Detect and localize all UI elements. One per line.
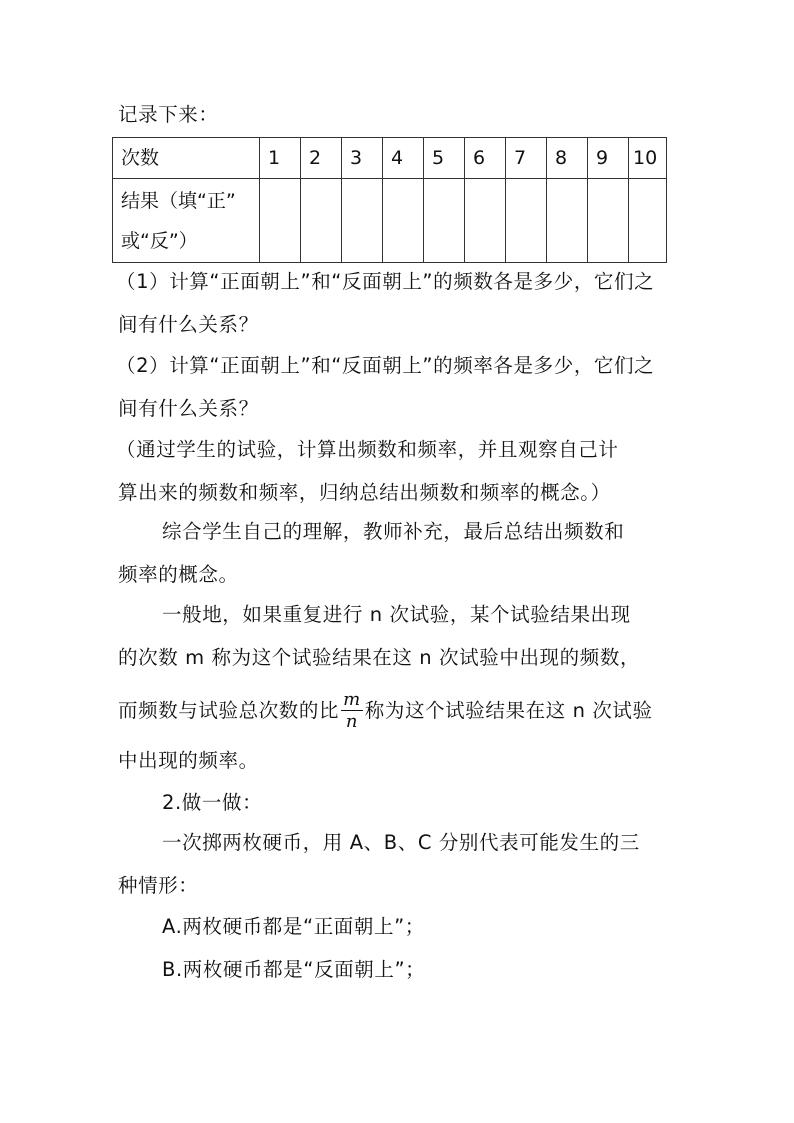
intro-text: 记录下来： (118, 103, 219, 126)
fraction-denominator: n (345, 711, 359, 732)
result-cell[interactable] (301, 179, 342, 263)
table-row (113, 179, 667, 263)
definition-line: 的次数 m 称为这个试验结果在这 n 次试验中出现的频数， (118, 646, 641, 669)
trial-number: 6 (465, 138, 506, 179)
result-cell[interactable] (588, 179, 629, 263)
note-line: （通过学生的试验，计算出频数和频率，并且观察自己计 (116, 438, 619, 461)
trial-number: 2 (301, 138, 342, 179)
result-cell[interactable] (506, 179, 547, 263)
result-cell[interactable] (342, 179, 383, 263)
trial-number: 5 (424, 138, 465, 179)
trial-number: 4 (383, 138, 424, 179)
case-b: B.两枚硬币都是“反面朝上”； (162, 958, 426, 981)
result-cell[interactable] (547, 179, 588, 263)
activity-line: 种情形： (118, 874, 199, 897)
result-cell[interactable] (424, 179, 465, 263)
definition-text: 而频数与试验总次数的比 (118, 699, 340, 722)
record-table (112, 137, 667, 263)
result-cell[interactable] (465, 179, 506, 263)
question-1-line: 间有什么关系？ (118, 313, 259, 336)
definition-text: 称为这个试验结果在这 n 次试验 (364, 699, 653, 722)
trial-number: 3 (342, 138, 383, 179)
trial-number: 10 (629, 138, 667, 179)
trial-number: 8 (547, 138, 588, 179)
fraction-numerator: m (343, 689, 361, 710)
question-1-line: （1）计算“正面朝上”和“反面朝上”的频数各是多少，它们之 (116, 270, 655, 293)
note-line: 算出来的频数和频率，归纳总结出频数和频率的概念。） (118, 481, 611, 504)
result-cell[interactable] (383, 179, 424, 263)
trial-number: 9 (588, 138, 629, 179)
result-cell[interactable] (260, 179, 301, 263)
case-a: A.两枚硬币都是“正面朝上”； (162, 915, 425, 938)
trial-number: 1 (260, 138, 301, 179)
question-2-line: 间有什么关系？ (118, 397, 259, 420)
result-label-line: 或“反”） (121, 229, 198, 252)
activity-heading: 2.做一做： (162, 791, 263, 814)
summary-line: 综合学生自己的理解，教师补充，最后总结出频数和 (162, 520, 625, 543)
result-label-cell (113, 179, 260, 263)
definition-line: 中出现的频率。 (118, 749, 259, 772)
definition-line: 一般地，如果重复进行 n 次试验，某个试验结果出现 (162, 603, 631, 626)
question-2-line: （2）计算“正面朝上”和“反面朝上”的频率各是多少，它们之 (116, 354, 655, 377)
summary-line: 频率的概念。 (118, 563, 239, 586)
result-label-line: 结果（填“正” (121, 189, 236, 212)
fraction-m-over-n (341, 690, 363, 733)
table-header-label: 次数 (113, 138, 260, 179)
activity-line: 一次掷两枚硬币，用 A、B、C 分别代表可能发生的三 (162, 831, 640, 854)
result-cell[interactable] (629, 179, 667, 263)
trial-number: 7 (506, 138, 547, 179)
definition-line-with-fraction (118, 684, 653, 738)
table-row (113, 138, 667, 179)
